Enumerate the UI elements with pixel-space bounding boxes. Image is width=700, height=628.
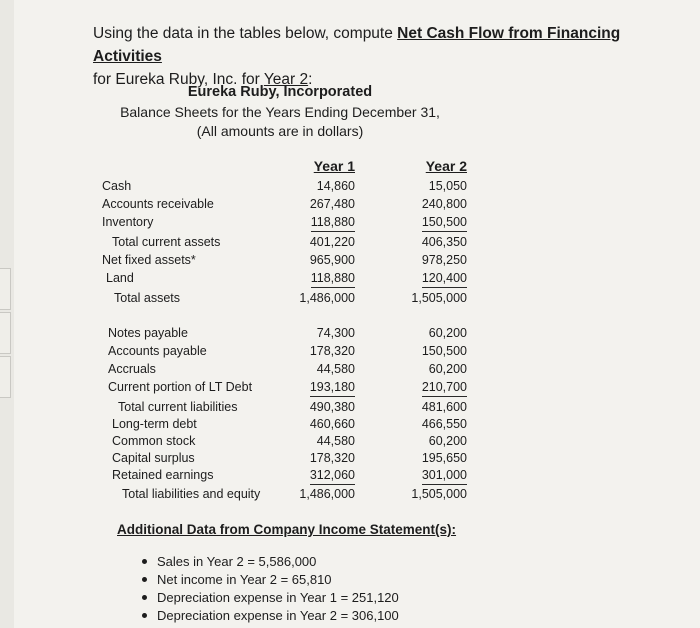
cell-year1: 312,060 <box>310 466 355 485</box>
list-item: Sales in Year 2 = 5,586,000 <box>140 553 399 571</box>
cell-year1: 74,300 <box>316 326 355 340</box>
row-label: Retained earnings <box>112 468 214 482</box>
row-label: Total assets <box>114 291 181 305</box>
cell-year1: 14,860 <box>316 179 355 193</box>
question-text: Using the data in the tables below, compute Net Cash Flow from Financing Activities for Eureka Ruby, Inc. for Year 2: <box>93 25 621 88</box>
row-label: Total current liabilities <box>118 400 238 414</box>
row-label: Land <box>106 271 134 285</box>
cell-year1: 118,880 <box>311 213 355 232</box>
edge-tab <box>0 356 11 398</box>
row-label: Accounts receivable <box>102 197 214 211</box>
cell-year1: 118,880 <box>311 269 355 288</box>
row-label: Inventory <box>102 215 154 229</box>
bullet-icon <box>142 577 147 582</box>
row-label: Accounts payable <box>108 344 207 358</box>
cell-year1: 490,380 <box>309 400 355 414</box>
cell-year2: 466,550 <box>421 417 467 431</box>
cell-year1: 1,486,000 <box>299 291 355 305</box>
edge-tab <box>0 312 11 354</box>
row-label: Capital surplus <box>112 451 195 465</box>
row-label: Common stock <box>112 434 196 448</box>
bullet-icon <box>142 613 147 618</box>
bullet-icon <box>142 595 147 600</box>
cell-year2: 150,500 <box>422 213 467 232</box>
cell-year1: 267,480 <box>309 197 355 211</box>
list-item: Depreciation expense in Year 1 = 251,120 <box>140 589 399 607</box>
cell-year2: 1,505,000 <box>411 487 467 501</box>
row-label: Net fixed assets* <box>102 253 196 267</box>
cell-year1: 460,660 <box>309 417 355 431</box>
row-label: Current portion of LT Debt <box>108 380 253 394</box>
cell-year1: 178,320 <box>309 344 355 358</box>
cell-year2: 978,250 <box>421 253 467 267</box>
list-item: Net income in Year 2 = 65,810 <box>140 571 399 589</box>
cell-year2: 60,200 <box>428 362 467 376</box>
cell-year2: 210,700 <box>422 378 467 397</box>
row-label: Long-term debt <box>112 417 197 431</box>
cell-year2: 481,600 <box>421 400 467 414</box>
cell-year2: 150,500 <box>421 344 467 358</box>
question-year: Year 2 <box>263 71 309 88</box>
cell-year1: 193,180 <box>310 378 355 397</box>
company-name: Eureka Ruby, Incorporated <box>187 84 373 100</box>
cell-year2: 60,200 <box>428 434 467 448</box>
cell-year1: 965,900 <box>309 253 355 267</box>
statement-subtitle: Balance Sheets for the Years Ending December 31, <box>120 104 440 120</box>
cell-year1: 178,320 <box>309 451 355 465</box>
cell-year2: 1,505,000 <box>411 291 467 305</box>
cell-year1: 1,486,000 <box>299 487 355 501</box>
list-item: Depreciation expense in Year 2 = 306,100 <box>140 607 399 625</box>
cell-year2: 240,800 <box>421 197 467 211</box>
column-header-year2: Year 2 <box>425 158 467 174</box>
units-note: (All amounts are in dollars) <box>196 123 364 139</box>
row-label: Notes payable <box>108 326 188 340</box>
edge-tab <box>0 268 11 310</box>
cell-year2: 195,650 <box>421 451 467 465</box>
cell-year1: 401,220 <box>309 235 355 249</box>
cell-year2: 60,200 <box>428 326 467 340</box>
cell-year1: 44,580 <box>316 362 355 376</box>
cell-year2: 120,400 <box>422 269 467 288</box>
additional-data-list <box>140 553 399 625</box>
additional-data-title: Additional Data from Company Income Statement(s): <box>117 522 457 537</box>
bullet-icon <box>142 559 147 564</box>
row-label: Accruals <box>108 362 156 376</box>
row-label: Total liabilities and equity <box>122 487 261 501</box>
cell-year2: 15,050 <box>428 179 467 193</box>
cell-year2: 301,000 <box>422 466 467 485</box>
column-header-year1: Year 1 <box>313 158 355 174</box>
row-label: Total current assets <box>112 235 221 249</box>
row-label: Cash <box>102 179 132 193</box>
cell-year1: 44,580 <box>316 434 355 448</box>
question-emphasis: Net Cash Flow from Financing Activities <box>93 25 621 65</box>
cell-year2: 406,350 <box>421 235 467 249</box>
